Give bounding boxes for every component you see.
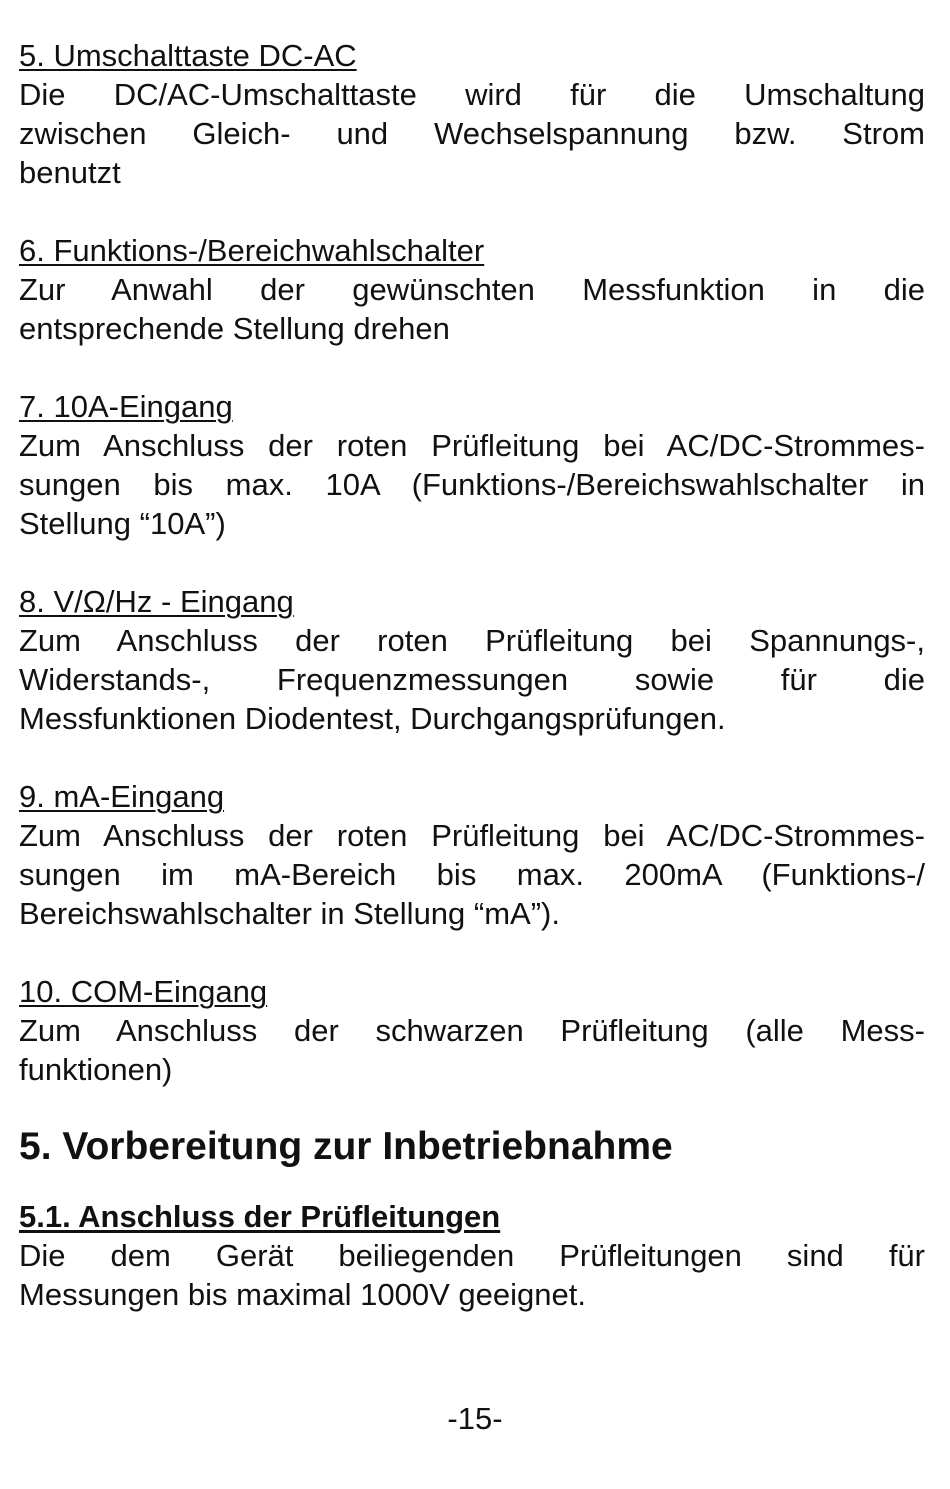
section-heading: 6. Funktions-/Bereichwahlschalter (19, 233, 485, 268)
section-heading: 9. mA-Eingang (19, 779, 225, 814)
section-heading: 8. V/Ω/Hz - Eingang (19, 584, 294, 619)
section-body (19, 621, 925, 738)
section-test-leads-connection (19, 1197, 925, 1314)
section-body (19, 1236, 925, 1314)
page-number: -15- (447, 1401, 503, 1436)
section-body (19, 816, 925, 933)
body-line: Zur Anwahl der gewünschten Messfunktion in die (19, 272, 925, 307)
section-ma-input (19, 777, 925, 933)
section-dc-ac-switch (19, 36, 925, 192)
section-body (19, 1011, 925, 1089)
body-line: benutzt (19, 155, 121, 190)
section-com-input (19, 972, 925, 1089)
body-line: Zum Anschluss der roten Prüfleitung bei Spannungs-, (19, 623, 925, 658)
section-v-ohm-hz-input (19, 582, 925, 738)
chapter-title: 5. Vorbereitung zur Inbetriebnahme (19, 1125, 673, 1168)
subsection-heading: 5.1. Anschluss der Prüfleitungen (19, 1199, 501, 1234)
body-line: Widerstands-, Frequenzmessungen sowie für die (19, 662, 925, 697)
body-line: Zum Anschluss der roten Prüfleitung bei AC/DC-Strommes- (19, 818, 925, 853)
body-line: Messungen bis maximal 1000V geeignet. (19, 1277, 586, 1312)
section-10a-input (19, 387, 925, 543)
body-line: sungen bis max. 10A (Funktions-/Bereichswahlschalter in (19, 467, 925, 502)
body-line: Zum Anschluss der schwarzen Prüfleitung (alle Mess- (19, 1013, 925, 1048)
section-body (19, 426, 925, 543)
manual-page (19, 36, 925, 1314)
section-heading: 10. COM-Eingang (19, 974, 268, 1009)
body-line: Die DC/AC-Umschalttaste wird für die Umschaltung (19, 77, 925, 112)
body-line: sungen im mA-Bereich bis max. 200mA (Funktions-/ (19, 857, 925, 892)
body-line: zwischen Gleich- und Wechselspannung bzw. Strom (19, 116, 925, 151)
section-function-range-switch (19, 231, 925, 348)
section-heading: 7. 10A-Eingang (19, 389, 233, 424)
body-line: funktionen) (19, 1052, 173, 1087)
body-line: Stellung “10A”) (19, 506, 226, 541)
section-heading: 5. Umschalttaste DC-AC (19, 38, 357, 73)
body-line: Die dem Gerät beiliegenden Prüfleitungen sind für (19, 1238, 925, 1273)
body-line: Bereichswahlschalter in Stellung “mA”). (19, 896, 560, 931)
section-body (19, 270, 925, 348)
body-line: Messfunktionen Diodentest, Durchgangsprüfungen. (19, 701, 726, 736)
body-line: Zum Anschluss der roten Prüfleitung bei AC/DC-Strommes- (19, 428, 925, 463)
section-body (19, 75, 925, 192)
body-line: entsprechende Stellung drehen (19, 311, 450, 346)
